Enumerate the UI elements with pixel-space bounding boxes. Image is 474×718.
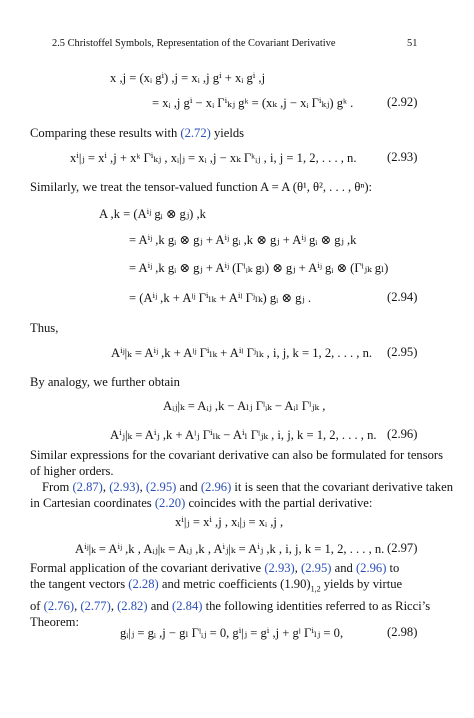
equation-2-95: Aⁱʲ|ₖ = Aⁱʲ ,k + Aˡʲ Γⁱₗₖ + Aⁱˡ Γʲₗₖ , i, j, k = 1, 2, . . . , n.: [111, 346, 373, 360]
section-title: 2.5 Christoffel Symbols, Representation of the Covariant Derivative: [52, 38, 336, 49]
equation-number: (2.95): [387, 345, 418, 359]
equation-number: (2.96): [387, 427, 418, 441]
equation-2-96-line-1: Aᵢⱼ|ₖ = Aᵢⱼ ,k − Aₗⱼ Γˡᵢₖ − Aᵢₗ Γˡⱼₖ ,: [163, 399, 326, 413]
equation-number: (2.97): [387, 541, 418, 555]
cross-reference-link[interactable]: (2.72): [180, 126, 211, 140]
cross-reference-link[interactable]: (2.93): [264, 561, 295, 575]
equation-2-96-line-2: Aⁱⱼ|ₖ = Aⁱⱼ ,k + Aˡⱼ Γⁱₗₖ − Aⁱₗ Γˡⱼₖ , i, j, k = 1, 2, . . . , n.: [110, 428, 377, 442]
cross-reference-link[interactable]: (2.95): [301, 561, 332, 575]
equation-2-94-line-1: A ,k = (Aⁱʲ gᵢ ⊗ gⱼ) ,k: [99, 207, 206, 221]
paragraph: By analogy, we further obtain: [30, 375, 180, 389]
cross-reference-link[interactable]: (2.76): [43, 598, 75, 613]
equation-number: (2.94): [387, 290, 418, 304]
cross-reference-link[interactable]: (2.96): [200, 480, 232, 494]
equation-2-94-line-4: = (Aⁱʲ ,k + Aˡʲ Γⁱₗₖ + Aⁱˡ Γʲₗₖ) gᵢ ⊗ gⱼ .: [129, 291, 312, 305]
equation-2-97-line-2: Aⁱʲ|ₖ = Aⁱʲ ,k , Aᵢⱼ|ₖ = Aᵢⱼ ,k , Aⁱⱼ|ₖ = Aⁱⱼ ,k , i, j, k = 1, 2, . . . , n.: [75, 542, 385, 556]
equation-number: (2.98): [387, 625, 418, 639]
equation-2-94-line-3: = Aⁱʲ ,k gᵢ ⊗ gⱼ + Aⁱʲ (Γˡᵢₖ gₗ) ⊗ gⱼ + Aⁱʲ gᵢ ⊗ (Γˡⱼₖ gₗ): [129, 261, 389, 275]
paragraph: Similarly, we treat the tensor-valued function A = A (θ¹, θ², . . . , θⁿ):: [30, 180, 373, 194]
cross-reference-link[interactable]: (2.93): [109, 480, 140, 494]
equation-2-97-line-1: xⁱ|ⱼ = xⁱ ,j , xᵢ|ⱼ = xᵢ ,j ,: [175, 515, 284, 529]
cross-reference-link[interactable]: (2.87): [72, 480, 103, 494]
running-header: [52, 38, 335, 49]
page-number: 51: [407, 38, 418, 49]
cross-reference-link[interactable]: (2.20): [154, 496, 186, 510]
paragraph: Comparing these results with (2.72) yields: [30, 126, 245, 140]
equation-2-94-line-2: = Aⁱʲ ,k gᵢ ⊗ gⱼ + Aⁱʲ gᵢ ,k ⊗ gⱼ + Aⁱʲ gᵢ ⊗ gⱼ ,k: [129, 233, 357, 247]
cross-reference-link[interactable]: (2.95): [145, 480, 177, 494]
equation-2-92-line-2: = xᵢ ,j gⁱ − xᵢ Γⁱₖⱼ gᵏ = (xₖ ,j − xᵢ Γⁱₖⱼ) gᵏ .: [152, 96, 354, 110]
paragraph: Formal application of the covariant derivative (2.93), (2.95) and (2.96) to the tangent vectors (2.28) and metric coefficients $(1.90)_{1,2}$ yields by virtue of (2.76), (2.77), (2.82) and (2.84) the following identities referred to as Ricci’s Theorem:: [30, 561, 431, 629]
equation-2-98: gᵢ|ⱼ = gᵢ ,j − gₗ Γˡᵢⱼ = 0, gⁱ|ⱼ = gⁱ ,j + gˡ Γⁱₗⱼ = 0,: [120, 626, 344, 640]
cross-reference-link[interactable]: (2.84): [172, 598, 203, 613]
equation-number: (2.93): [387, 150, 418, 164]
equation-2-92-line-1: x ,j = (xᵢ gⁱ) ,j = xᵢ ,j gⁱ + xᵢ gⁱ ,j: [110, 71, 266, 85]
cross-reference-link[interactable]: (2.28): [128, 577, 159, 591]
cross-reference-link[interactable]: (2.77): [80, 598, 111, 613]
cross-reference-link[interactable]: (2.96): [355, 561, 387, 575]
cross-reference-link[interactable]: (2.82): [117, 598, 148, 613]
equation-2-93: xⁱ|ⱼ = xⁱ ,j + xᵏ Γⁱₖⱼ , xᵢ|ⱼ = xᵢ ,j − xₖ Γᵏᵢⱼ , i, j = 1, 2, . . . , n.: [70, 151, 357, 165]
paragraph: From (2.87), (2.93), (2.95) and (2.96) it is seen that the covariant derivative taken in Cartesian coordinates (2.20) coincides with the partial derivative:: [30, 480, 453, 510]
equation-number: (2.92): [387, 95, 418, 109]
paragraph: Thus,: [30, 321, 59, 335]
paragraph: Similar expressions for the covariant derivative can also be formulated for tensors of higher orders.: [30, 448, 444, 478]
